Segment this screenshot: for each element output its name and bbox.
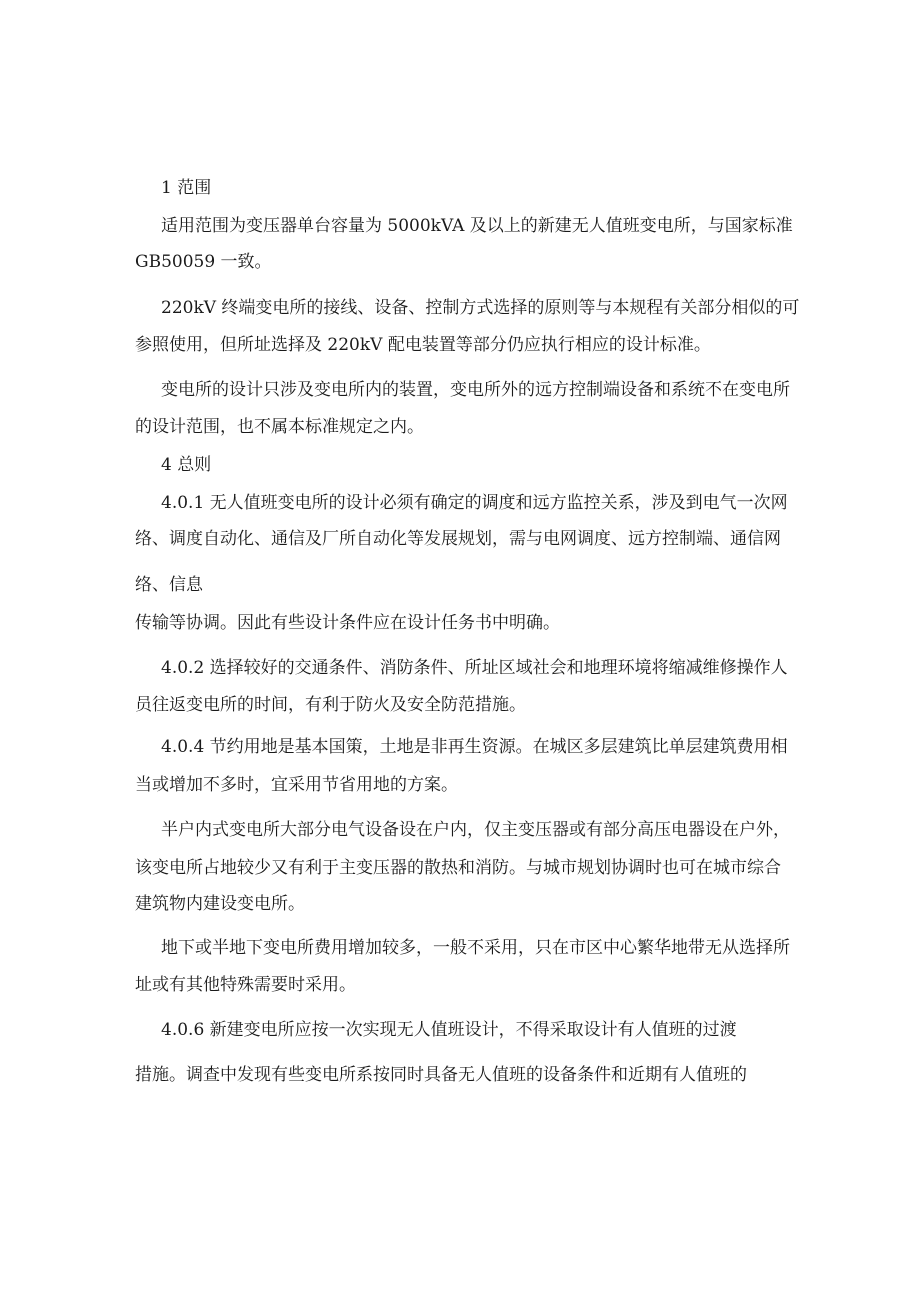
section-heading-scope: 1 范围 xyxy=(161,178,212,198)
paragraph-line: 传输等协调。因此有些设计条件应在设计任务书中明确。 xyxy=(135,613,560,633)
paragraph-line: 措施。调查中发现有些变电所系按同时具备无人值班的设备条件和近期有人值班的 xyxy=(135,1065,747,1085)
section-heading-general: 4 总则 xyxy=(161,455,212,475)
paragraph-line: 该变电所占地较少又有利于主变压器的散热和消防。与城市规划协调时也可在城市综合 xyxy=(135,858,781,878)
paragraph-line: 适用范围为变压器单台容量为 5000kVA 及以上的新建无人值班变电所，与国家标准 xyxy=(161,216,793,236)
paragraph-line: 当或增加不多时，宜采用节省用地的方案。 xyxy=(135,775,458,795)
paragraph-line: 4.0.4 节约用地是基本国策，土地是非再生资源。在城区多层建筑比单层建筑费用相 xyxy=(161,737,788,757)
paragraph-line: 地下或半地下变电所费用增加较多，一般不采用，只在市区中心繁华地带无从选择所 xyxy=(161,938,790,958)
paragraph-line: 的设计范围，也不属本标准规定之内。 xyxy=(135,417,424,437)
paragraph-line: 4.0.6 新建变电所应按一次实现无人值班设计，不得采取设计有人值班的过渡 xyxy=(161,1020,737,1040)
paragraph-line: 220kV 终端变电所的接线、设备、控制方式选择的原则等与本规程有关部分相似的可 xyxy=(161,298,800,318)
paragraph-line: 4.0.2 选择较好的交通条件、消防条件、所址区域社会和地理环境将缩减维修操作人 xyxy=(161,658,788,678)
paragraph-line: 4.0.1 无人值班变电所的设计必须有确定的调度和远方监控关系，涉及到电气一次网 xyxy=(161,493,788,513)
paragraph-line: 员往返变电所的时间，有利于防火及安全防范措施。 xyxy=(135,695,526,715)
paragraph-line: 建筑物内建设变电所。 xyxy=(135,894,305,914)
paragraph-line: 参照使用，但所址选择及 220kV 配电装置等部分仍应执行相应的设计标准。 xyxy=(135,335,711,355)
paragraph-line: 络、调度自动化、通信及厂所自动化等发展规划，需与电网调度、远方控制端、通信网 xyxy=(135,529,781,549)
paragraph-line: 络、信息 xyxy=(135,575,203,595)
paragraph-line: 变电所的设计只涉及变电所内的装置，变电所外的远方控制端设备和系统不在变电所 xyxy=(161,380,790,400)
paragraph-line: 址或有其他特殊需要时采用。 xyxy=(135,975,356,995)
paragraph-line: GB50059 一致。 xyxy=(135,252,272,272)
paragraph-line: 半户内式变电所大部分电气设备设在户内，仅主变压器或有部分高压电器设在户外， xyxy=(161,820,790,840)
